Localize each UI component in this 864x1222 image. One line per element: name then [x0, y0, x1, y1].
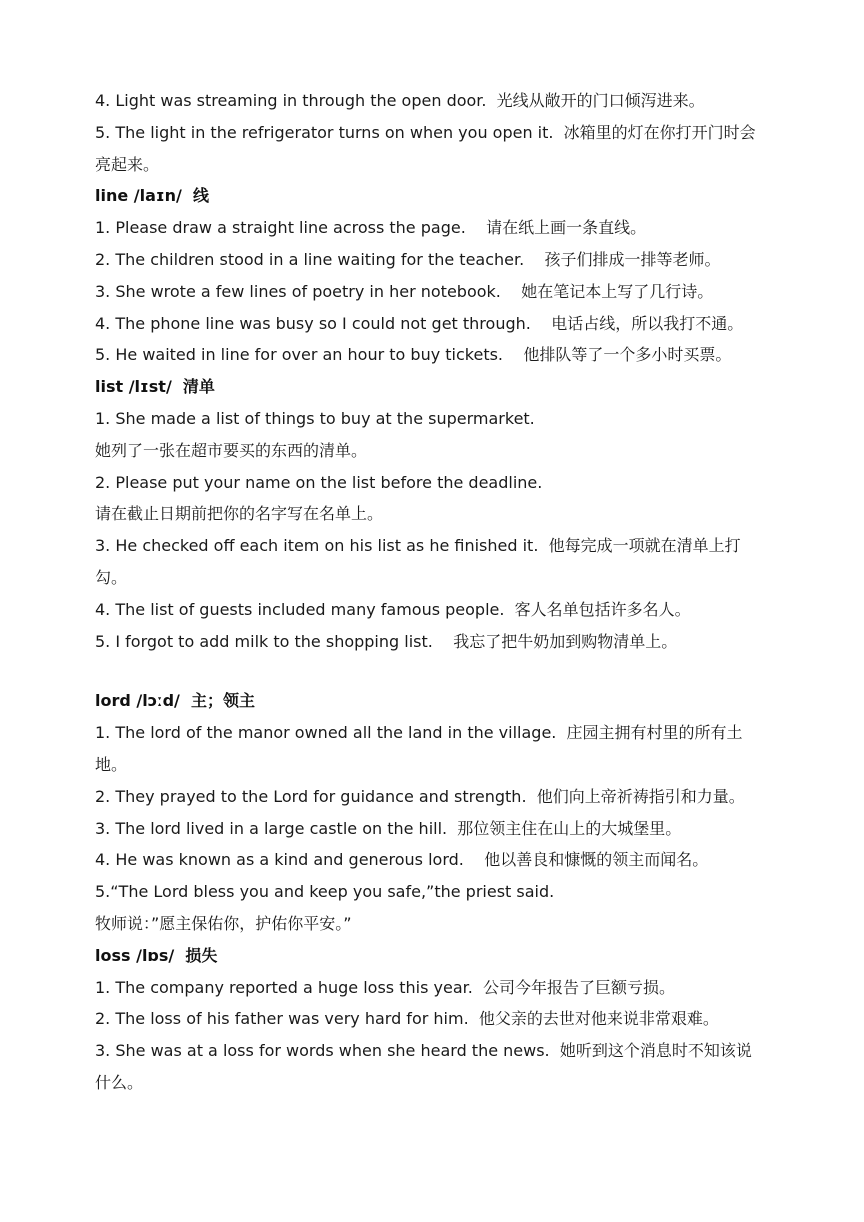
example-translation: 牧师说：”愿主保佑你，护佑你平安。” — [95, 913, 352, 933]
example-sentence: 4. The list of guests included many famous people. 客人名单包括许多名人。 — [95, 599, 691, 619]
example-sentence: 2. Please put your name on the list before the deadline. — [95, 472, 543, 492]
example-sentence: 5. The light in the refrigerator turns on when you open it. 冰箱里的灯在你打开门时会亮起来。 — [95, 122, 756, 174]
entry-line — [95, 180, 767, 371]
example-translation: 她列了一张在超市要买的东西的清单。 — [95, 440, 368, 460]
example-sentence: 3. She was at a loss for words when she heard the news. 她听到这个消息时不知该说什么。 — [95, 1041, 752, 1092]
example-sentence: 3. She wrote a few lines of poetry in her notebook. 她在笔记本上写了几行诗。 — [95, 281, 714, 301]
example-sentence: 4. The phone line was busy so I could not get through. 电话占线，所以我打不通。 — [95, 313, 744, 333]
entry-light — [95, 85, 767, 180]
headword-loss: loss /lɒs/ 损失 — [95, 945, 218, 965]
entry-list — [95, 371, 767, 657]
example-sentence: 5.“The Lord bless you and keep you safe,”the priest said. — [95, 882, 555, 902]
example-sentence: 1. The company reported a huge loss this year. 公司今年报告了巨额亏损。 — [95, 977, 675, 997]
example-sentence: 4. He was known as a kind and generous lord. 他以善良和慷慨的领主而闻名。 — [95, 850, 709, 870]
entry-lord — [95, 685, 767, 939]
example-sentence: 3. He checked off each item on his list as he finished it. 他每完成一项就在清单上打勾。 — [95, 536, 741, 587]
example-sentence: 5. I forgot to add milk to the shopping list. 我忘了把牛奶加到购物清单上。 — [95, 631, 678, 651]
entry-loss — [95, 940, 767, 1099]
headword-list: list /lɪst/ 清单 — [95, 377, 215, 397]
example-sentence: 2. The children stood in a line waiting for the teacher. 孩子们排成一排等老师。 — [95, 249, 721, 269]
headword-lord: lord /lɔːd/ 主；领主 — [95, 691, 256, 711]
example-sentence: 2. They prayed to the Lord for guidance and strength. 他们向上帝祈祷指引和力量。 — [95, 786, 745, 806]
example-sentence: 2. The loss of his father was very hard for him. 他父亲的去世对他来说非常艰难。 — [95, 1009, 719, 1029]
example-sentence: 4. Light was streaming in through the open door. 光线从敞开的门口倾泻进来。 — [95, 91, 705, 110]
example-sentence: 1. She made a list of things to buy at the supermarket. — [95, 408, 535, 428]
headword-line: line /laɪn/ 线 — [95, 186, 210, 206]
example-sentence: 1. Please draw a straight line across the page. 请在纸上画一条直线。 — [95, 218, 647, 238]
example-sentence: 1. The lord of the manor owned all the land in the village. 庄园主拥有村里的所有土地。 — [95, 723, 743, 774]
example-sentence: 3. The lord lived in a large castle on the hill. 那位领主住在山上的大城堡里。 — [95, 818, 682, 838]
example-sentence: 5. He waited in line for over an hour to buy tickets. 他排队等了一个多小时买票。 — [95, 345, 732, 365]
example-translation: 请在截止日期前把你的名字写在名单上。 — [95, 504, 384, 524]
vocabulary-page — [95, 85, 767, 1099]
section-gap — [95, 657, 767, 685]
